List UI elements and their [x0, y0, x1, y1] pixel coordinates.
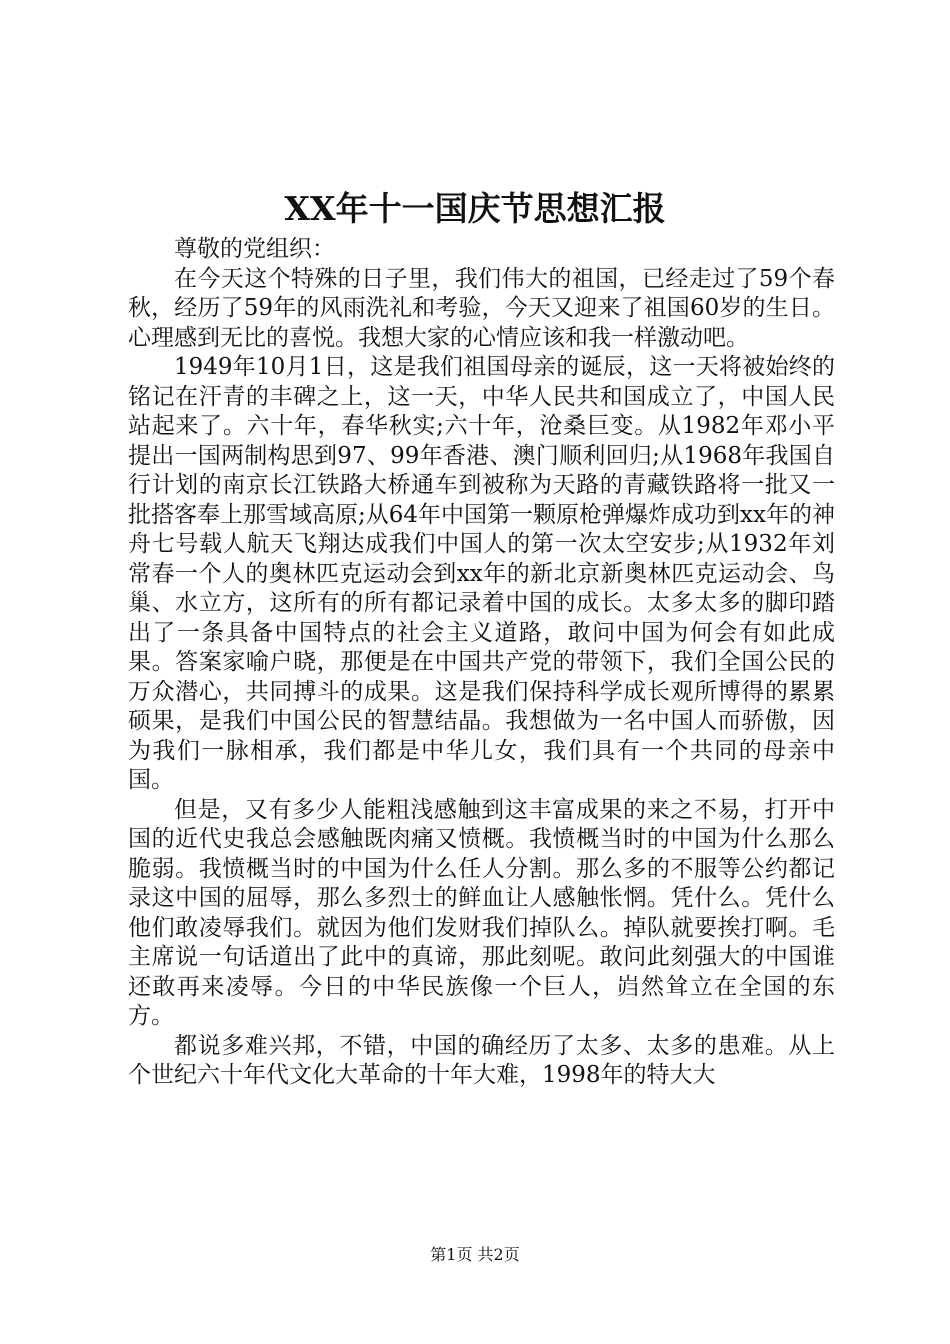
paragraph-1: 在今天这个特殊的日子里，我们伟大的祖国，已经走过了59个春秋，经历了59年的风雨洗礼和考验，今天又迎来了祖国60岁的生日。心理感到无比的喜悦。我想大家的心情应该和我一样激动吧。: [128, 265, 835, 351]
paragraph-3: 但是，又有多少人能粗浅感触到这丰富成果的来之不易，打开中国的近代史我总会感触既肉痛又愤概。我愤概当时的中国为什么那么脆弱。我愤概当时的中国为什么任人分割。那么多的不服等公约都记录这中国的屈辱，那么多烈士的鲜血让人感触怅惘。凭什么。凭什么他们敢凌辱我们。就因为他们发财我们掉队么。掉队就要挨打啊。毛主席说一句话道出了此中的真谛，那此刻呢。敢问此刻强大的中国谁还敢再来凌辱。今日的中华民族像一个巨人，岿然耸立在全国的东方。: [128, 796, 835, 1029]
document-title: XX年十一国庆节思想汇报: [284, 189, 666, 228]
paragraph-2: 1949年10月1日，这是我们祖国母亲的诞辰，这一天将被始终的铭记在汗青的丰碑之上，这一天，中华人民共和国成立了，中国人民站起来了。六十年，春华秋实;六十年，沧桑巨变。从1982年邓小平提出一国两制构思到97、99年香港、澳门顺利回归;从1968年我国自行计划的南京长江铁路大桥通车到被称为天路的青藏铁路将一批又一批搭客奉上那雪域高原;从64年中国第一颗原枪弹爆炸成功到xx年的神舟七号载人航天飞翔达成我们中国人的第一次太空安步;从1932年刘常春一个人的奥林匹克运动会到xx年的新北京新奥林匹克运动会、鸟巢、水立方，这所有的所有都记录着中国的成长。太多太多的脚印踏出了一条具备中国特点的社会主义道路，敢问中国为何会有如此成果。答案家喻户晓，那便是在中国共产党的带领下，我们全国公民的万众潜心，共同搏斗的成果。这是我们保持科学成长观所博得的累累硕果，是我们中国公民的智慧结晶。我想做为一名中国人而骄傲，因为我们一脉相承，我们都是中华儿女，我们具有一个共同的母亲中国。: [128, 354, 835, 793]
greeting-line: 尊敬的党组织：: [174, 236, 335, 262]
document-body: [128, 235, 835, 1091]
paragraph-4: 都说多难兴邦，不错，中国的确经历了太多、太多的患难。从上个世纪六十年代文化大革命的十年大难，1998年的特大大: [128, 1032, 835, 1088]
page-footer: 第1页 共2页: [430, 1245, 520, 1264]
